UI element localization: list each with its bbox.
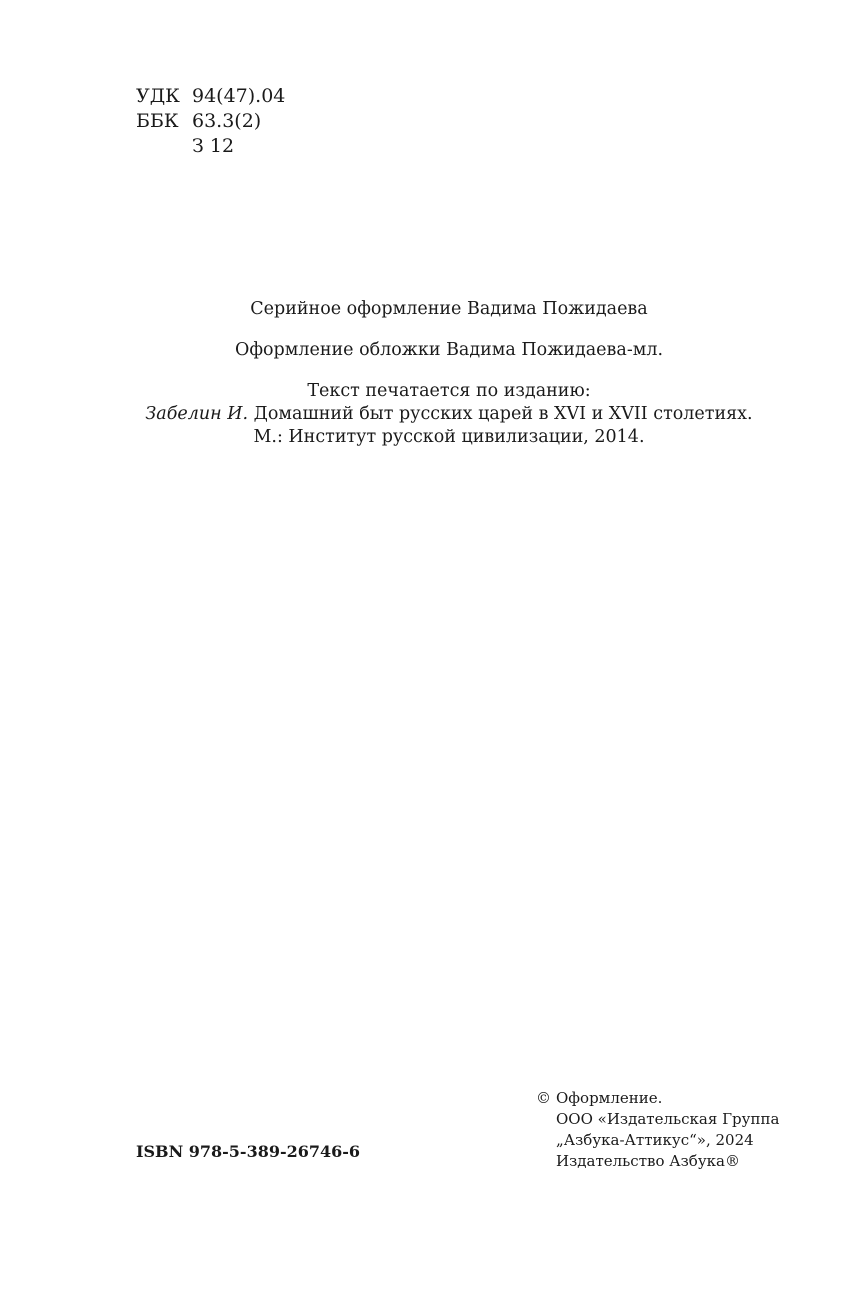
udk-value: 94(47).04	[192, 85, 286, 107]
bbk-value: 63.3(2)	[192, 110, 262, 132]
copyright-line-3: „Азбука-Аттикус“», 2024	[556, 1131, 754, 1149]
cover-design-credit: Оформление обложки Вадима Пожидаева-мл.	[234, 340, 664, 360]
copyright-block	[536, 1088, 779, 1172]
series-design-credit: Серийное оформление Вадима Пожидаева	[250, 299, 648, 319]
source-title: Домашний быт русских царей в XVI и XVII столетиях.	[248, 404, 753, 424]
copyright-line-2: ООО «Издательская Группа	[556, 1110, 780, 1128]
copyright-first-line	[536, 1088, 779, 1109]
source-author: Забелин И.	[145, 404, 249, 424]
source-imprint: М.: Институт русской цивилизации, 2014.	[253, 427, 645, 447]
isbn: ISBN 978-5-389-26746-6	[136, 1142, 361, 1161]
source-edition-block	[0, 380, 856, 449]
copyright-line-4: Издательство Азбука®	[556, 1152, 740, 1170]
bbk-row	[136, 109, 285, 134]
udk-row	[136, 84, 285, 109]
classification-codes	[136, 84, 285, 159]
udk-label: УДК	[136, 85, 180, 107]
source-intro: Текст печатается по изданию:	[307, 381, 591, 401]
bbk-label: ББК	[136, 110, 179, 132]
copyright-symbol: ©	[536, 1089, 551, 1107]
author-mark: З 12	[192, 135, 235, 157]
source-citation	[0, 403, 856, 426]
author-mark-row	[136, 134, 285, 159]
copyright-line-1: Оформление.	[556, 1089, 663, 1107]
